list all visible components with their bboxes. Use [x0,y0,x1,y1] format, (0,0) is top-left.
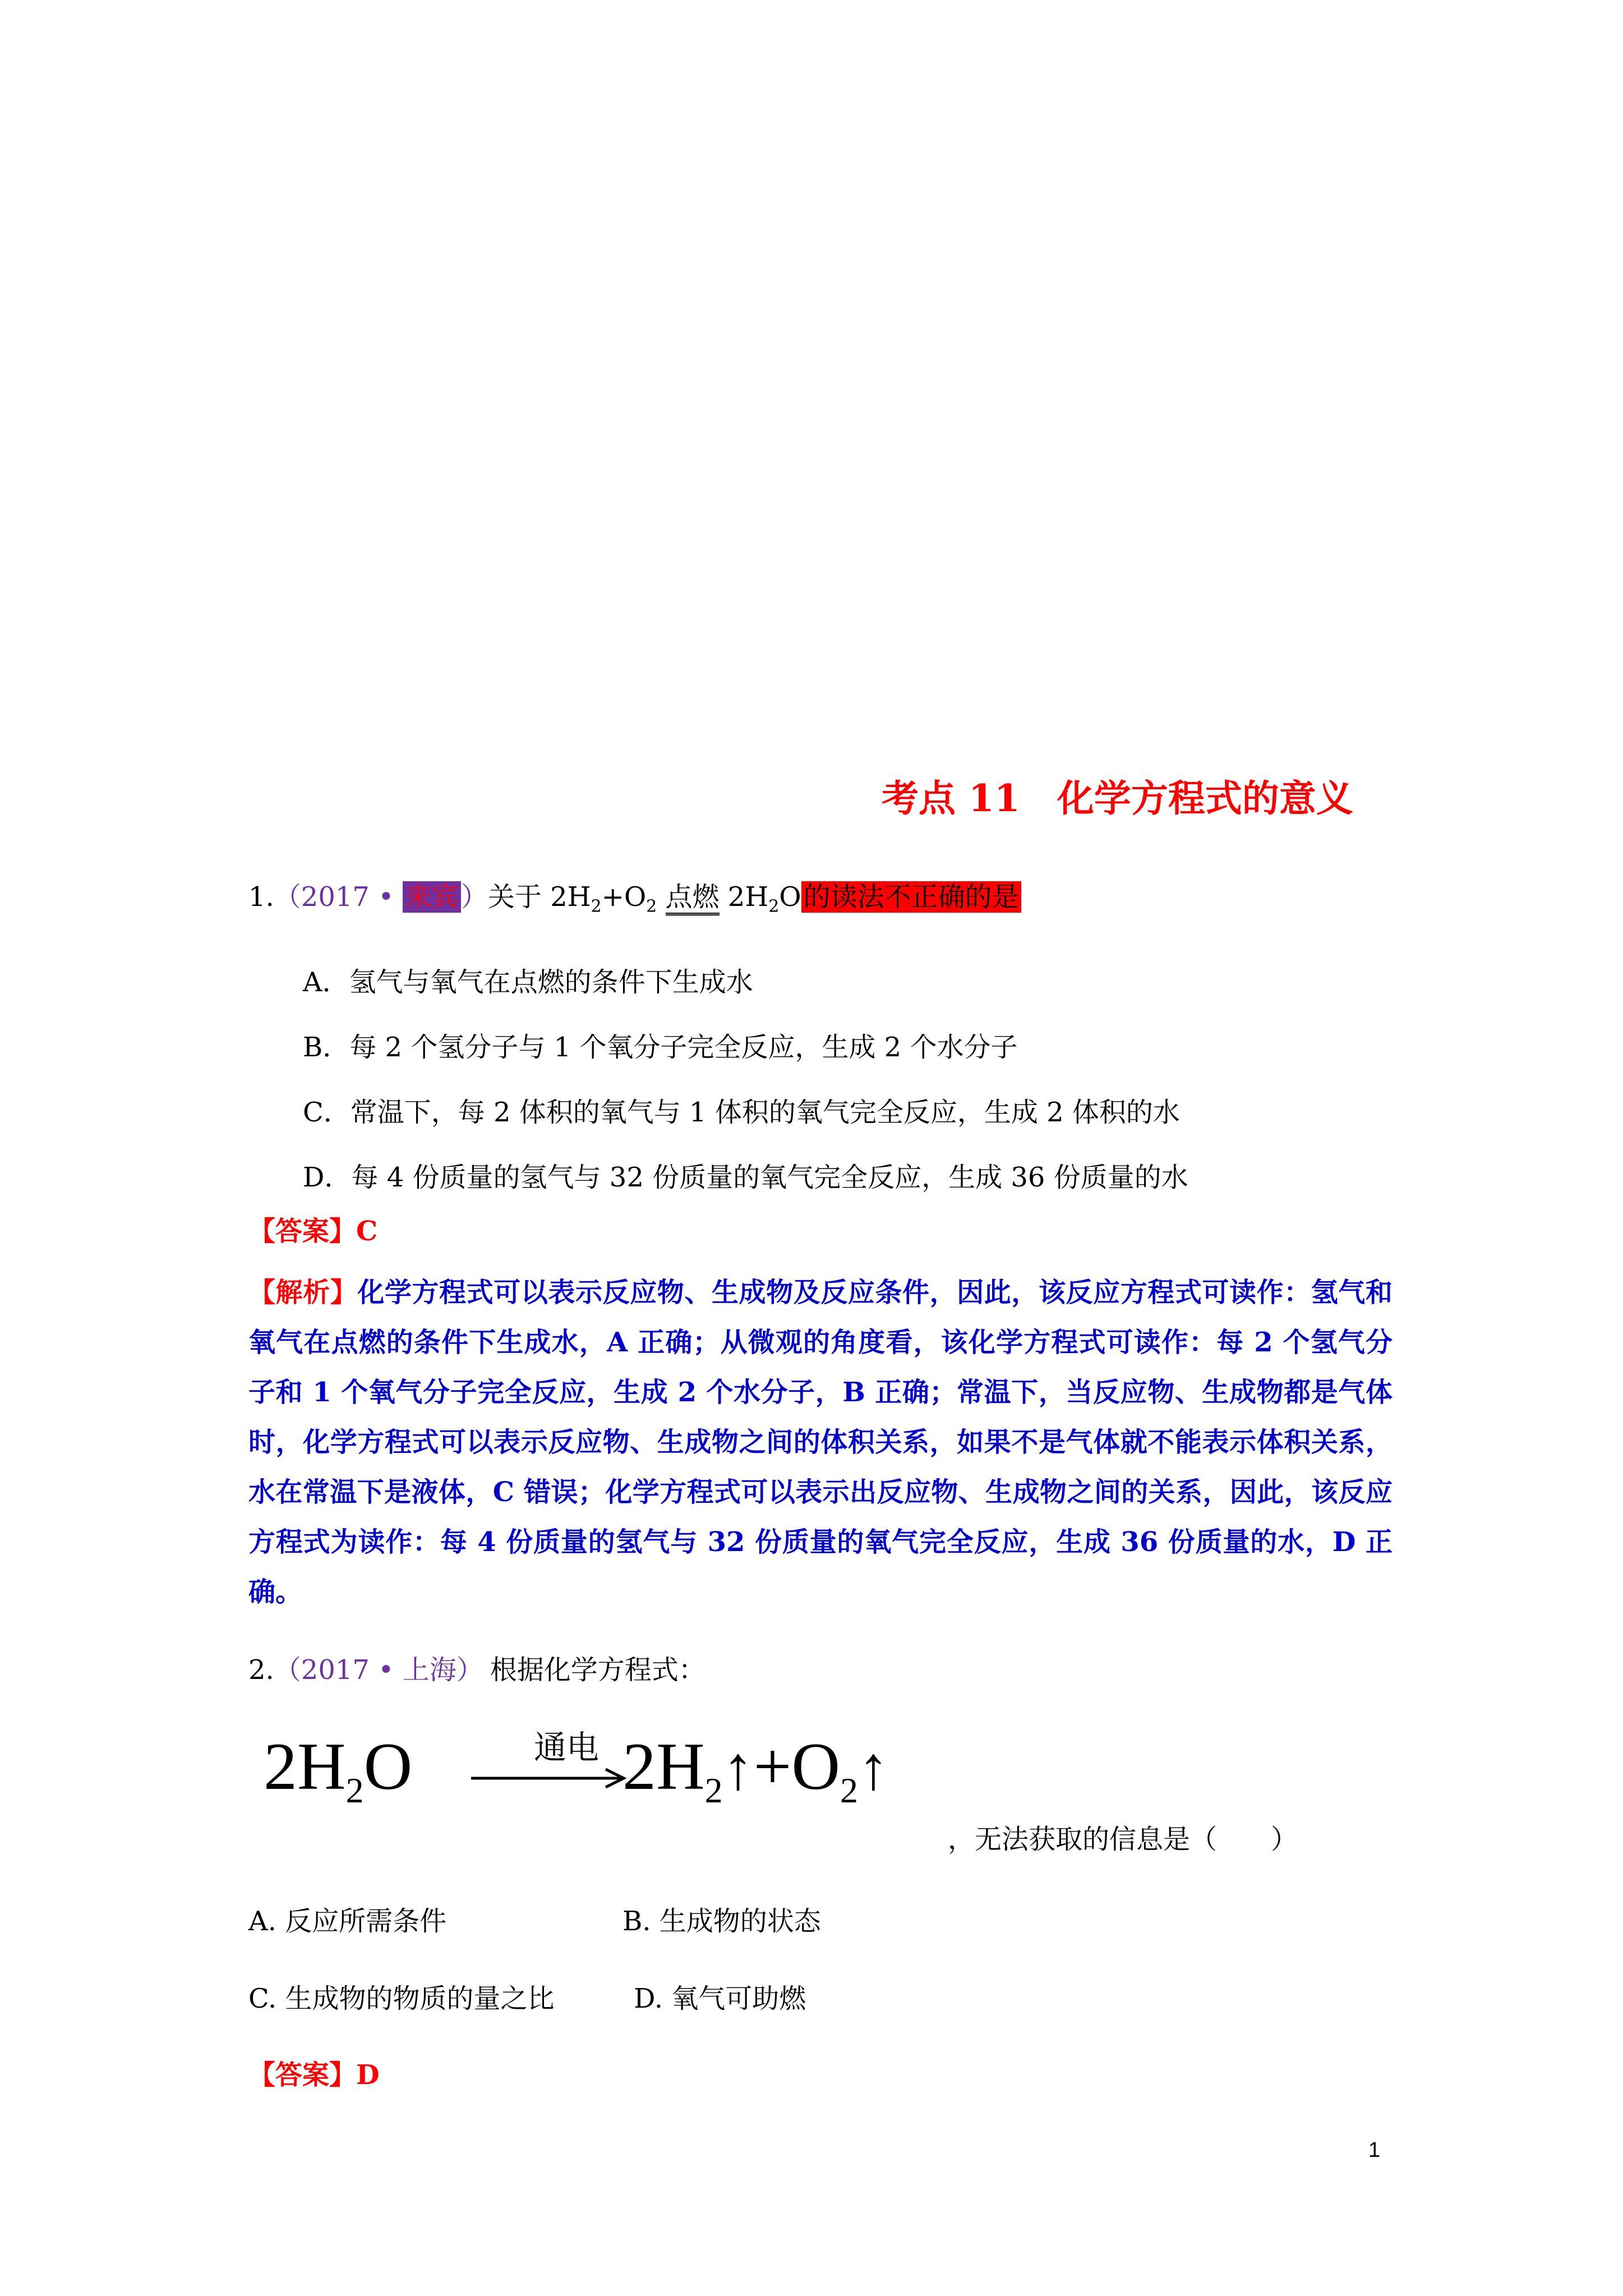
q1-answer [248,1209,377,1248]
question-1-stem: 1.（2017 • 来宾）关于 $2H_2+O_2$ 点燃 $2H_2O$的读法不正确的是 [248,875,1021,917]
q1-option-d: D．每 4 份质量的氢气与 32 份质量的氧气完全反应，生成 36 份质量的水 [303,1162,1188,1193]
reaction-arrow [471,1767,628,1789]
highlighted-stem: 的读法不正确的是 [801,881,1021,913]
question-source: （2017 • 上海） [274,1654,483,1686]
answer-label: 【答案】 [248,1216,357,1247]
q1-option-a: A．氢气与氧气在点燃的条件下生成水 [303,967,753,998]
q1-analysis [248,1268,1393,1617]
q2-option-d: D. 氧气可助燃 [634,1983,806,2014]
source-city: 来宾 [403,881,461,913]
q2-answer [248,2053,380,2092]
answer-value: C [356,1216,378,1247]
answer-label: 【答案】 [248,2059,357,2091]
reaction-condition: 点燃 [666,881,720,915]
section-title: 考点 11 化学方程式的意义 [882,776,1353,820]
q2-option-c: C. 生成物的物质的量之比 [248,1983,555,2014]
q1-option-c: C．常温下，每 2 体积的氧气与 1 体积的氧气完全反应，生成 2 体积的水 [303,1097,1180,1128]
equation-products: $2H_2↑+O_2↑$ [623,1729,889,1810]
q2-option-a: A. 反应所需条件 [248,1906,447,1937]
stem-text: 根据化学方程式： [490,1654,706,1686]
chemical-equation: $2H_2O$ [264,1729,413,1810]
analysis-text: 化学方程式可以表示反应物、生成物及反应条件，因此，该反应方程式可读作：氢气和氧气在点燃的条件下生成水，A 正确；从微观的角度看，该化学方程式可读作：每 2 个氢气分子和 1 个氧气分子完全反应，生成 2 个水分子，B 正确；常温下，当反应物、生成物都是气体时，化学方程式可以表示反应物、生成物之间的体积关系，如果不是气体就不能表示体积关系，水在常温下是液体，C 错误；化学方程式可以表示出反应物、生成物之间的关系，因此，该反应方程式为读作：每 4 份质量的氢气与 32 份质量的氧气完全反应，生成 36 份质量的水，D 正确。 [248,1277,1393,1608]
q2-option-b: B. 生成物的状态 [623,1906,821,1937]
question-source: （2017 • 来宾） [274,881,488,913]
question-2-stem [248,1648,706,1687]
equation-condition: 通电 [533,1728,599,1766]
page-number: 1 [1368,2138,1381,2162]
stem-pre: 关于 2H [487,881,591,913]
question-2-tail: ，无法获取的信息是（ ） [948,1824,1298,1855]
answer-value: D [356,2059,380,2091]
analysis-label: 【解析】 [248,1277,358,1308]
question-number: 1. [248,881,274,913]
question-number: 2. [248,1654,274,1686]
q1-option-b: B．每 2 个氢分子与 1 个氧分子完全反应，生成 2 个水分子 [303,1032,1018,1063]
